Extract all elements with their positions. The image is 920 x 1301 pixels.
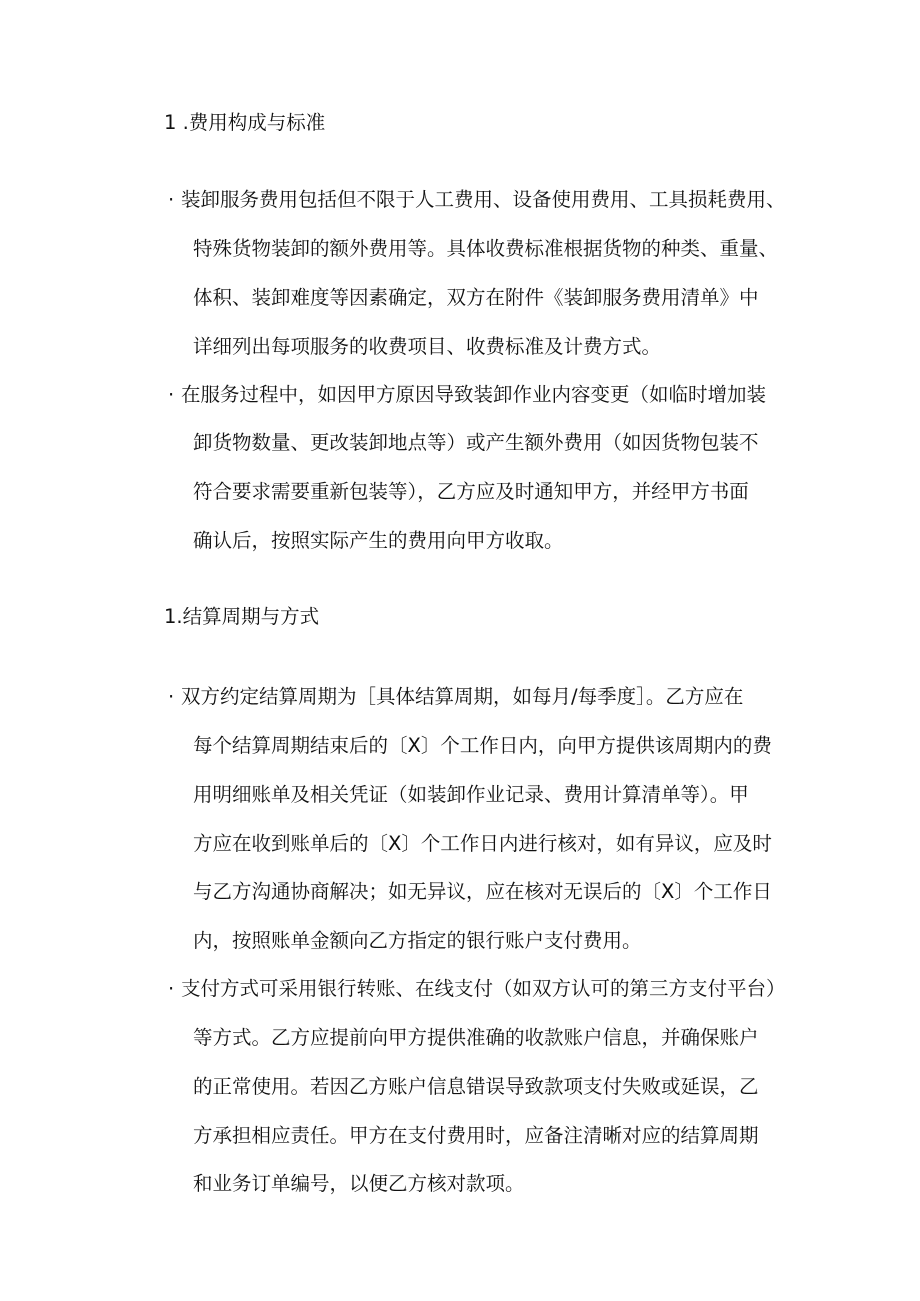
paragraph-line: 符合要求需要重新包装等），乙方应及时通知甲方，并经甲方书面 — [193, 480, 749, 503]
paragraph-line: 用明细账单及相关凭证（如装卸作业记录、费用计算清单等）。甲 — [193, 783, 749, 806]
paragraph-line: 详细列出每项服务的收费项目、收费标准及计费方式。 — [193, 335, 662, 358]
paragraph-line: 双方约定结算周期为［具体结算周期，如每月/每季度］。乙方应在 — [181, 685, 744, 708]
paragraph-line: 方应在收到账单后的〔X〕个工作日内进行核对，如有异议，应及时 — [193, 832, 772, 855]
paragraph-line: 特殊货物装卸的额外费用等。具体收费标准根据货物的种类、重量、 — [193, 237, 779, 260]
section-heading-2: 1.结算周期与方式 — [164, 605, 320, 628]
paragraph-line: 每个结算周期结束后的〔X〕个工作日内，向甲方提供该周期内的费 — [193, 734, 772, 757]
paragraph-line: 支付方式可采用银行转账、在线支付（如双方认可的第三方支付平台） — [181, 977, 786, 1000]
paragraph-line: 体积、装卸难度等因素确定，双方在附件《装卸服务费用清单》中 — [193, 286, 759, 309]
paragraph-line: 装卸服务费用包括但不限于人工费用、设备使用费用、工具损耗费用、 — [181, 188, 786, 211]
bullet-marker: · — [168, 977, 175, 1000]
paragraph-line: 的正常使用。若因乙方账户信息错误导致款项支付失败或延误，乙 — [193, 1075, 759, 1098]
paragraph-line: 确认后，按照实际产生的费用向甲方收取。 — [193, 529, 564, 552]
paragraph-line: 和业务订单编号，以便乙方核对款项。 — [193, 1172, 525, 1195]
section-heading-1: 1 .费用构成与标准 — [164, 111, 326, 134]
paragraph-line: 方承担相应责任。甲方在支付费用时，应备注清晰对应的结算周期 — [193, 1124, 759, 1147]
paragraph-line: 卸货物数量、更改装卸地点等）或产生额外费用（如因货物包装不 — [193, 431, 759, 454]
bullet-marker: · — [168, 383, 175, 406]
paragraph-line: 与乙方沟通协商解决；如无异议，应在核对无误后的〔X〕个工作日 — [193, 880, 772, 903]
paragraph-line: 在服务过程中，如因甲方原因导致装卸作业内容变更（如临时增加装 — [181, 383, 767, 406]
bullet-marker: · — [168, 188, 175, 211]
bullet-marker: · — [168, 685, 175, 708]
paragraph-line: 内，按照账单金额向乙方指定的银行账户支付费用。 — [193, 929, 642, 952]
paragraph-line: 等方式。乙方应提前向甲方提供准确的收款账户信息，并确保账户 — [193, 1026, 759, 1049]
